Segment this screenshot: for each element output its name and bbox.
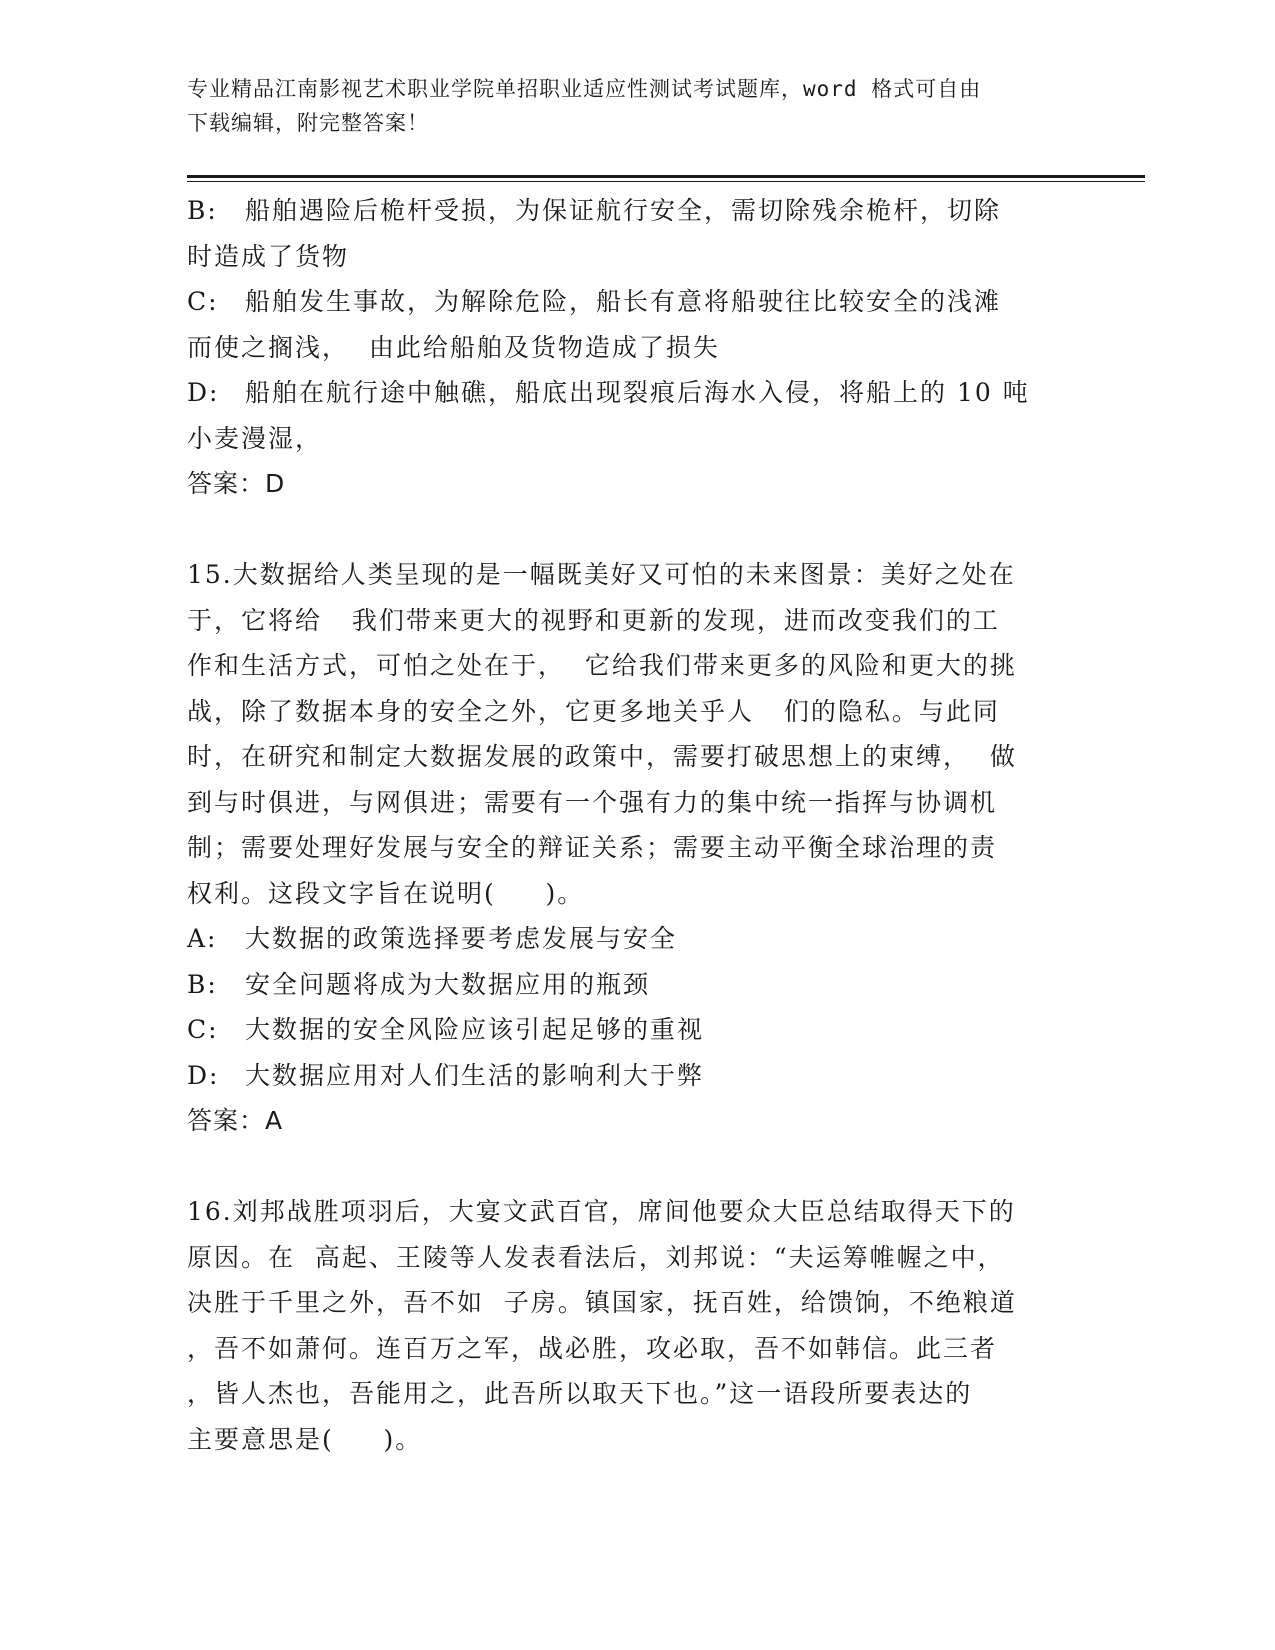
question-line: ，皆人杰也，吾能用之，此吾所以取天下也。”这一语段所要表达的: [187, 1379, 973, 1408]
question-line: 战，除了数据本身的安全之外，它更多地关乎人 们的隐私。与此同: [187, 696, 1000, 726]
question-line: 权利。这段文字旨在说明( )。: [187, 878, 585, 908]
option-text: 船舶在航行途中触礁，船底出现裂痕后海水入侵，将船上的 10 吨: [245, 378, 1030, 407]
spacer: [187, 1144, 1087, 1190]
question-line: 到与时俱进，与网俱进；需要有一个强有力的集中统一指挥与协调机: [187, 787, 998, 817]
question-line: 主要意思是( )。: [187, 1424, 423, 1454]
question-line: 16.刘邦战胜项羽后，大宴文武百官，席间他要众大臣总结取得天下的: [187, 1197, 1016, 1226]
answer-line: 答案：D: [187, 469, 286, 498]
question-line: 时，在研究和制定大数据发展的政策中，需要打破思想上的束缚， 做: [187, 742, 1017, 771]
question-line: 原因。在 高起、王陵等人发表看法后，刘邦说：“夫运筹帷幄之中，: [187, 1242, 1005, 1272]
question-line: 制；需要处理好发展与安全的辩证关系；需要主动平衡全球治理的责: [187, 833, 998, 862]
option-text: 大数据的安全风险应该引起足够的重视: [245, 1015, 705, 1044]
option-b: [187, 188, 1087, 234]
option-key: B:: [187, 969, 218, 999]
option-text: 安全问题将成为大数据应用的瓶颈: [245, 969, 651, 999]
header-rule-thin: [187, 181, 1145, 182]
question-line: 于，它将给 我们带来更大的视野和更新的发现，进而改变我们的工: [187, 605, 1000, 635]
option-key: C:: [187, 1015, 219, 1044]
option-d: [187, 1053, 1087, 1099]
question-line: 作和生活方式，可怕之处在于， 它给我们带来更多的风险和更大的挑: [187, 651, 1017, 680]
answer-line: 答案：A: [187, 1106, 284, 1135]
page-header: [187, 72, 1067, 140]
header-line-1: 专业精品江南影视艺术职业学院单招职业适应性测试考试题库，word 格式可自由: [187, 77, 982, 101]
option-key: B:: [187, 196, 218, 225]
option-text: 大数据应用对人们生活的影响利大于弊: [245, 1060, 705, 1090]
option-text-continued: 而使之搁浅， 由此给船舶及货物造成了损失: [187, 332, 720, 362]
question-16: [187, 1189, 1087, 1462]
option-text: 船舶遇险后桅杆受损，为保证航行安全，需切除残余桅杆，切除: [245, 196, 1002, 225]
option-c: [187, 1007, 1087, 1053]
option-b: [187, 962, 1087, 1008]
question-line: ，吾不如萧何。连百万之军，战必胜，攻必取，吾不如韩信。此三者: [187, 1333, 998, 1363]
question-15: [187, 552, 1087, 1144]
option-text-continued: 时造成了货物: [187, 241, 350, 271]
question-line: 15.大数据给人类呈现的是一幅既美好又可怕的未来图景：美好之处在: [187, 560, 1016, 589]
option-key: D:: [187, 378, 220, 407]
option-key: A:: [187, 924, 218, 953]
header-line-2: 下载编辑，附完整答案！: [187, 111, 429, 135]
header-rule-thick: [187, 175, 1145, 178]
option-a: [187, 916, 1087, 962]
spacer: [187, 507, 1087, 553]
option-d: [187, 370, 1087, 416]
option-text: 船舶发生事故，为解除危险，船长有意将船驶往比较安全的浅滩: [245, 287, 1002, 316]
option-key: C:: [187, 287, 219, 316]
option-text: 大数据的政策选择要考虑发展与安全: [245, 924, 678, 953]
question-line: 决胜于千里之外，吾不如 子房。镇国家，抚百姓，给馈饷，不绝粮道: [187, 1288, 1017, 1317]
option-c: [187, 279, 1087, 325]
option-text-continued: 小麦漫湿，: [187, 423, 323, 453]
question-14-options: [187, 188, 1087, 507]
document-body: [187, 188, 1087, 1462]
option-key: D:: [187, 1060, 220, 1090]
